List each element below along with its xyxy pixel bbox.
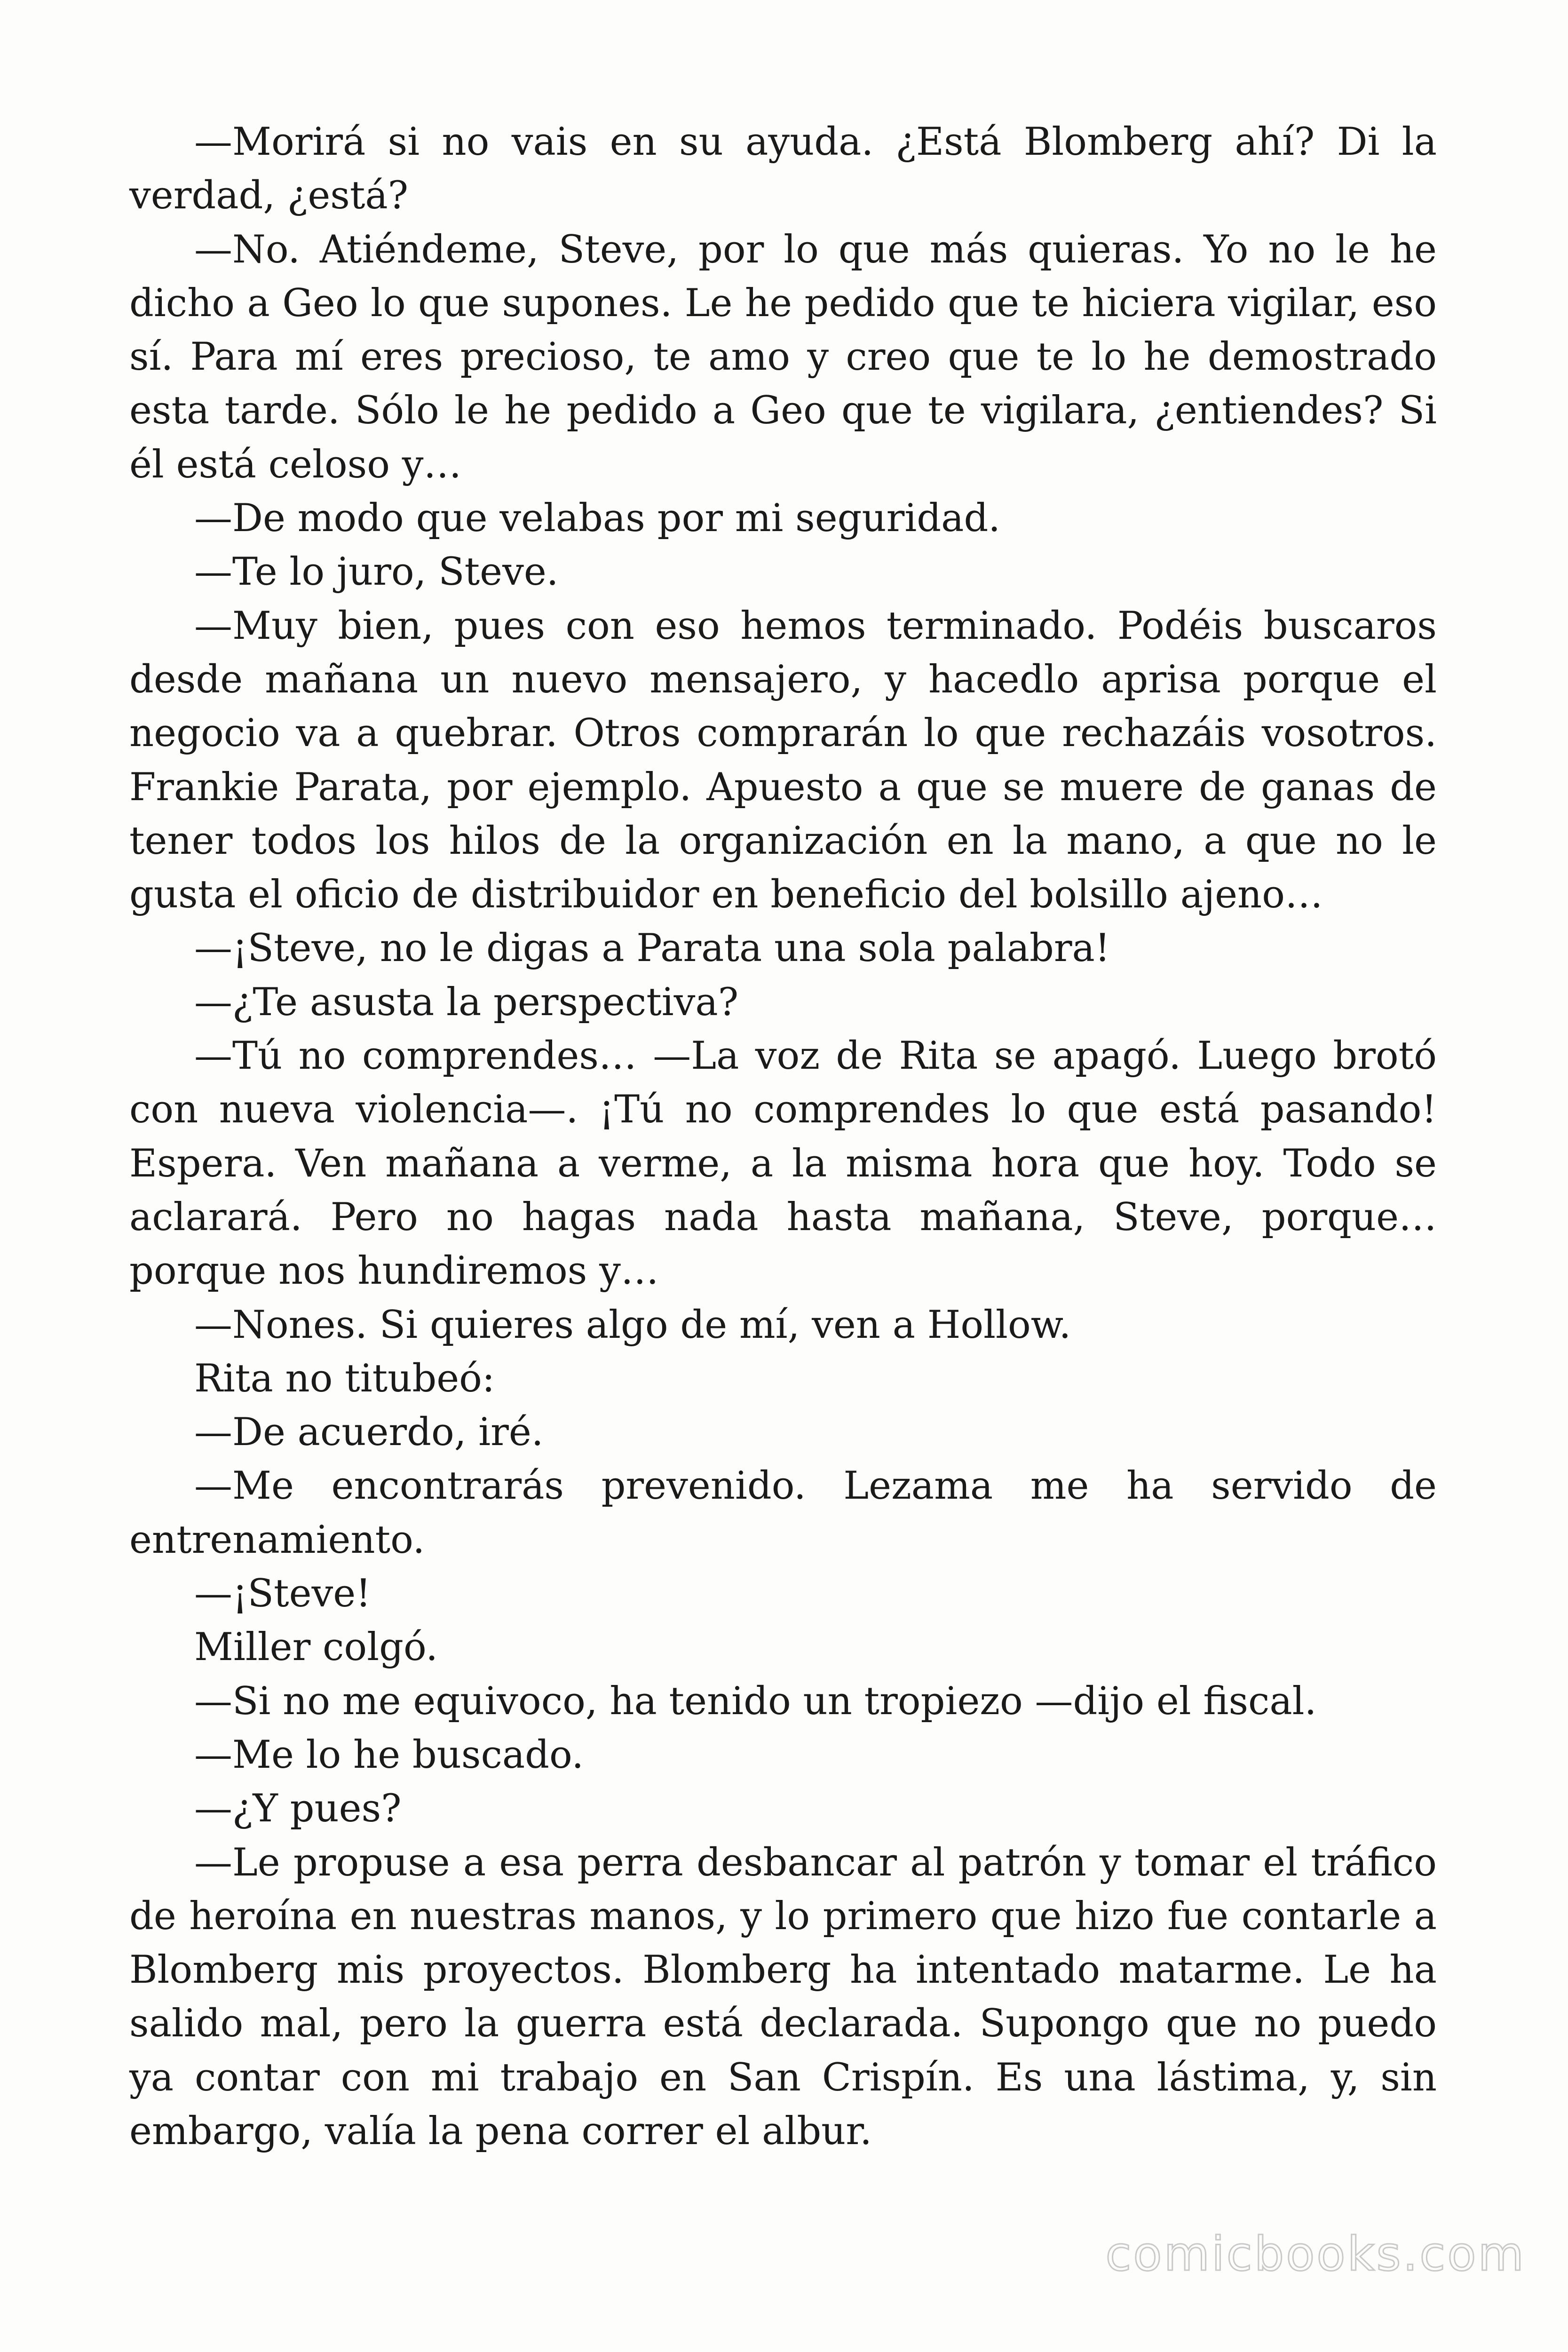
- paragraph: —¡Steve!: [194, 1572, 371, 1616]
- paragraph: Rita no titubeó:: [194, 1356, 495, 1401]
- paragraph: —Muy bien, pues con eso hemos terminado. Podéis buscaros desde mañana un nuevo mensajero, y hacedlo aprisa porque el negocio va a quebrar. Otros comprarán lo que rechazáis vosotros. Frankie Parata, por ejemplo. Apuesto a que se muere de ganas de tener todos los hilos de la organización en la mano, a que no le gusta el oficio de distribuidor en beneficio del bolsillo ajeno…: [129, 604, 1437, 917]
- paragraph: —De acuerdo, iré.: [194, 1410, 544, 1455]
- paragraph: —Me lo he buscado.: [194, 1732, 584, 1777]
- paragraph: —Le propuse a esa perra desbancar al patrón y tomar el tráfico de heroína en nuestras manos, y lo primero que hizo fue contarle a Blomberg mis proyectos. Blomberg ha intentado matarme. Le ha salido mal, pero la guerra está declarada. Supongo que no puedo ya contar con mi trabajo en San Crispín. Es una lástima, y, sin embargo, valía la pena correr el albur.: [129, 1840, 1437, 2153]
- watermark-logo: comicbooks.com: [1105, 2226, 1526, 2281]
- paragraph: —No. Atiéndeme, Steve, por lo que más quieras. Yo no le he dicho a Geo lo que supones. Le he pedido que te hiciera vigilar, eso sí. Para mí eres precioso, te amo y creo que te lo he demostrado esta tarde. Sólo le he pedido a Geo que te vigilara, ¿entiendes? Si él está celoso y…: [129, 227, 1437, 487]
- paragraph: —De modo que velabas por mi seguridad.: [194, 496, 1001, 541]
- paragraph: —Me encontrarás prevenido. Lezama me ha servido de entrenamiento.: [129, 1464, 1437, 1562]
- paragraph: Miller colgó.: [194, 1625, 438, 1670]
- book-page-text: [129, 115, 1437, 2158]
- paragraph: —Tú no comprendes… —La voz de Rita se apagó. Luego brotó con nueva violencia—. ¡Tú no comprendes lo que está pasando! Espera. Ven mañana a verme, a la misma hora que hoy. Todo se aclarará. Pero no hagas nada hasta mañana, Steve, porque… porque nos hundiremos y…: [129, 1034, 1437, 1294]
- paragraph: —Morirá si no vais en su ayuda. ¿Está Blomberg ahí? Di la verdad, ¿está?: [129, 120, 1437, 218]
- paragraph: —Te lo juro, Steve.: [194, 550, 559, 595]
- paragraph: —¿Y pues?: [194, 1787, 402, 1831]
- paragraph: —Si no me equivoco, ha tenido un tropiezo —dijo el fiscal.: [194, 1679, 1317, 1724]
- paragraph: —¡Steve, no le digas a Parata una sola palabra!: [194, 926, 1110, 971]
- paragraph: —¿Te asusta la perspectiva?: [194, 980, 739, 1025]
- paragraph: —Nones. Si quieres algo de mí, ven a Hollow.: [194, 1303, 1071, 1347]
